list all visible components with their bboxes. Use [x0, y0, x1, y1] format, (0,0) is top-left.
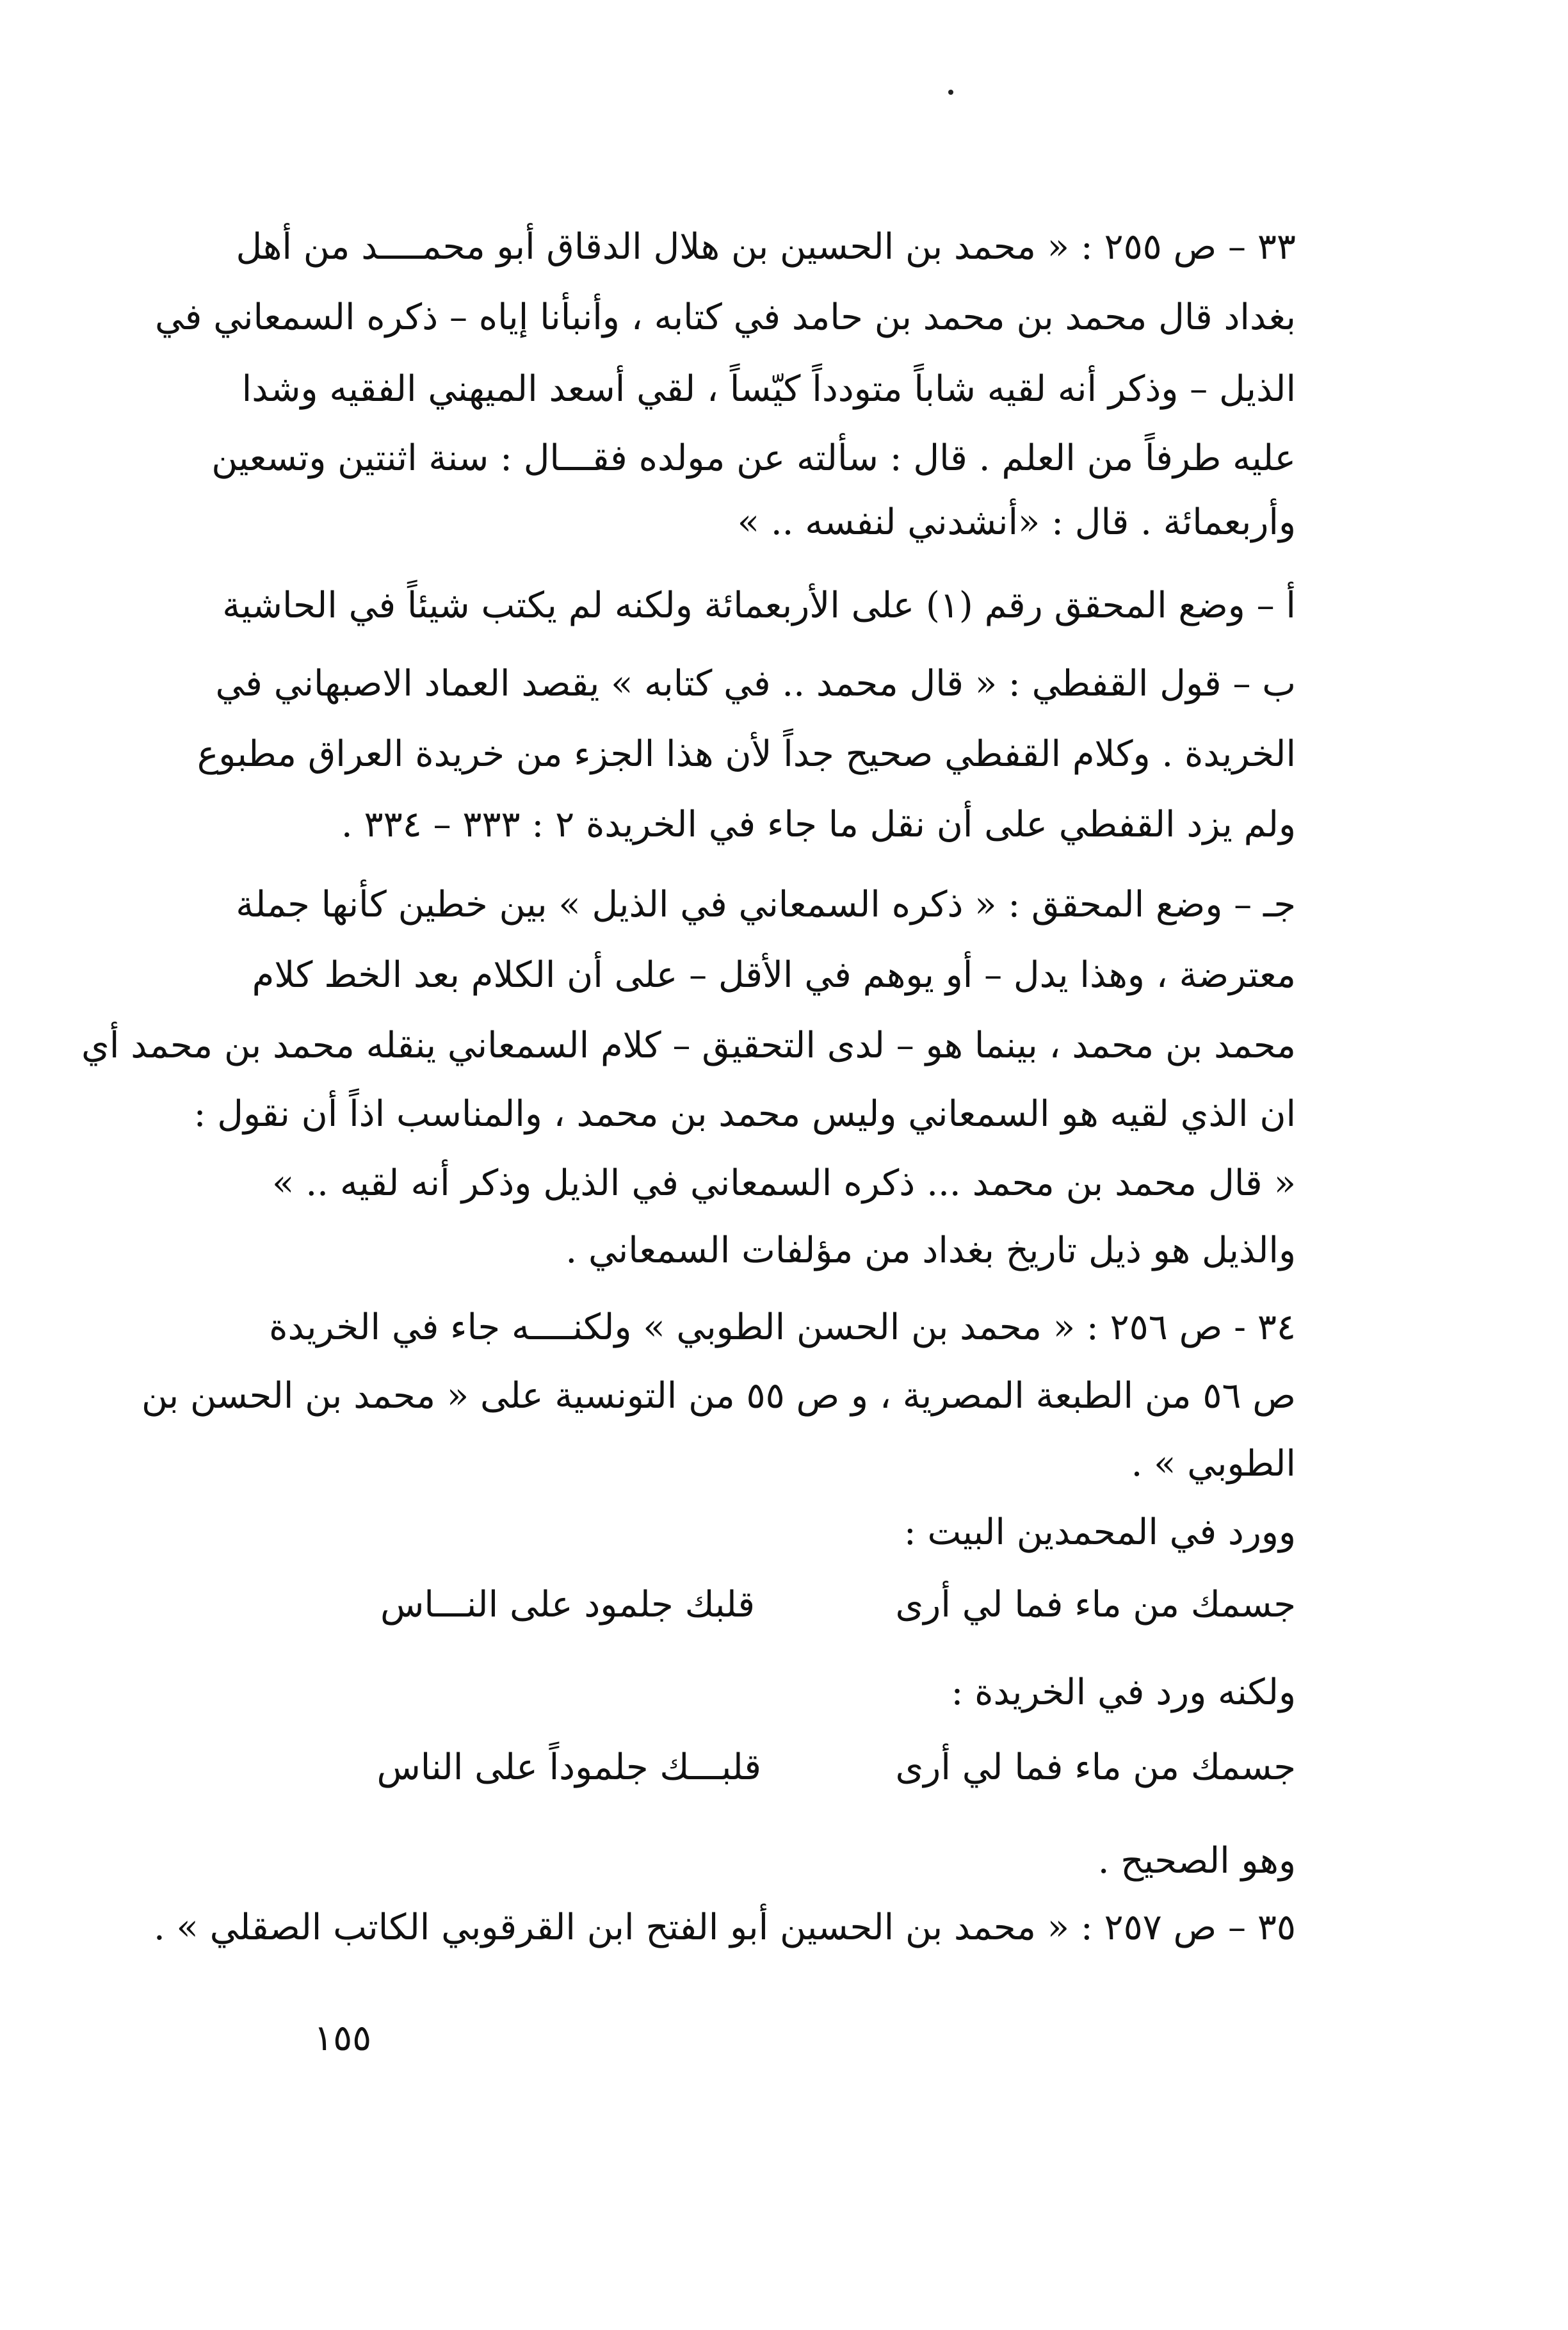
- text-line: عليه طرفاً من العلم . قال : سألته عن مولده فقـــال : سنة اثنتين وتسعين: [211, 437, 1296, 479]
- note-line: جـ – وضع المحقق : « ذكره السمعاني في الذيل » بين خطين كأنها جملة: [236, 884, 1296, 925]
- text-line: وأربعمائة . قال : «أنشدني لنفسه .. »: [737, 501, 1296, 543]
- note-line: « قال محمد بن محمد ... ذكره السمعاني في الذيل وذكر أنه لقيه .. »: [272, 1162, 1296, 1204]
- text-line: ٣٣ – ص ٢٥٥ : « محمد بن الحسين بن هلال الدقاق أبو محمــــد من أهل: [236, 226, 1296, 268]
- note-line: الخريدة . وكلام القفطي صحيح جداً لأن هذا الجزء من خريدة العراق مطبوع: [197, 733, 1296, 775]
- note-line: والذيل هو ذيل تاريخ بغداد من مؤلفات السمعاني .: [565, 1230, 1296, 1271]
- note-line: محمد بن محمد ، بينما هو – لدى التحقيق – كلام السمعاني ينقله محمد بن محمد أي: [81, 1025, 1296, 1066]
- verse-hemistich-first: جسمك من ماء فما لي أرى: [895, 1584, 1296, 1625]
- note-line: ان الذي لقيه هو السمعاني وليس محمد بن محمد ، والمناسب اذاً أن نقول :: [193, 1093, 1296, 1135]
- note-line: أ – وضع المحقق رقم (١) على الأربعمائة ولكنه لم يكتب شيئاً في الحاشية: [222, 585, 1296, 626]
- text-line: ص ٥٦ من الطبعة المصرية ، و ص ٥٥ من التونسية على « محمد بن الحسن بن: [141, 1375, 1296, 1417]
- text-line: ٣٥ – ص ٢٥٧ : « محمد بن الحسين أبو الفتح ابن القرقوبي الكاتب الصقلي » .: [153, 1907, 1296, 1948]
- note-line: ولم يزد القفطي على أن نقل ما جاء في الخريدة ٢ : ٣٣٣ – ٣٣٤ .: [341, 804, 1296, 845]
- text-line: وورد في المحمدين البيت :: [903, 1511, 1296, 1553]
- text-line: ٣٤ - ص ٢٥٦ : « محمد بن الحسن الطوبي » ولكنــــه جاء في الخريدة: [269, 1307, 1296, 1348]
- text-line: الطوبي » .: [1131, 1443, 1296, 1485]
- verse-hemistich-first: جسمك من ماء فما لي أرى: [895, 1747, 1296, 1788]
- text-line: بغداد قال محمد بن محمد بن حامد في كتابه ، وأنبأنا إياه – ذكره السمعاني في: [154, 297, 1296, 338]
- text-line: وهو الصحيح .: [1097, 1840, 1296, 1882]
- page-number: ١٥٥: [314, 2017, 372, 2059]
- text-line: الذيل – وذكر أنه لقيه شاباً متودداً كيّساً ، لقي أسعد الميهني الفقيه وشدا: [241, 368, 1296, 410]
- ink-speck: [948, 90, 953, 95]
- text-line: ولكنه ورد في الخريدة :: [951, 1672, 1296, 1713]
- note-line: معترضة ، وهذا يدل – أو يوهم في الأقل – على أن الكلام بعد الخط كلام: [252, 954, 1296, 996]
- note-line: ب – قول القفطي : « قال محمد .. في كتابه » يقصد العماد الاصبهاني في: [215, 663, 1296, 705]
- verse-hemistich-second: قلبك جلمود على النـــاس: [380, 1584, 755, 1625]
- verse-hemistich-second: قلبـــك جلموداً على الناس: [376, 1747, 761, 1788]
